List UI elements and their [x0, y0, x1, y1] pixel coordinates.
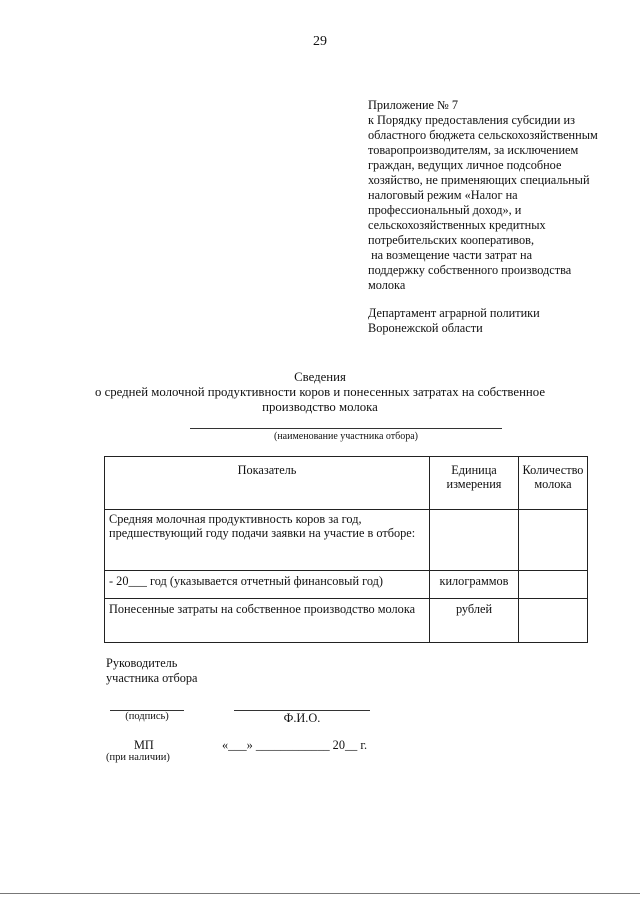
head-title	[106, 656, 197, 686]
signature-caption: (подпись)	[125, 711, 169, 722]
table-row	[105, 571, 588, 599]
row-quantity[interactable]	[519, 571, 588, 599]
appendix-line: товаропроизводителям, за исключением	[368, 143, 579, 157]
participant-name-line[interactable]	[190, 428, 502, 429]
table-row	[105, 599, 588, 643]
row-indicator: - 20___ год (указывается отчетный финансовый год)	[105, 571, 430, 599]
row-unit	[430, 510, 519, 571]
appendix-line: налоговый режим «Налог на	[368, 188, 518, 202]
row-indicator: Средняя молочная продуктивность коров за год, предшествующий году подачи заявки на участие в отборе:	[105, 510, 430, 571]
row-indicator: Понесенные затраты на собственное производство молока	[105, 599, 430, 643]
table-row	[105, 510, 588, 571]
appendix-line: поддержку собственного производства	[368, 263, 572, 277]
appendix-line: Приложение № 7	[368, 98, 459, 112]
header-unit	[430, 457, 519, 510]
appendix-line: хозяйство, не применяющих специальный	[368, 173, 590, 187]
document-subtitle-line: производство молока	[262, 400, 378, 414]
date-day: «___»	[222, 738, 256, 752]
appendix-line: на возмещение части затрат на	[368, 248, 533, 262]
date-field[interactable]	[222, 738, 367, 753]
appendix-block	[368, 98, 628, 293]
header-quantity-line: Количество	[522, 463, 584, 477]
row-quantity[interactable]	[519, 599, 588, 643]
document-title: Сведения	[294, 370, 346, 384]
stamp-label: МП	[134, 738, 154, 752]
row-unit: рублей	[430, 599, 519, 643]
stamp-note: (при наличии)	[106, 752, 170, 763]
appendix-line: областного бюджета сельскохозяйственным	[368, 128, 598, 142]
date-month-year: ____________ 20__ г.	[255, 738, 368, 752]
head-title-line: Руководитель	[106, 656, 178, 670]
appendix-line: молока	[368, 278, 406, 292]
header-unit-line: Единица	[451, 463, 497, 477]
head-title-line: участника отбора	[106, 671, 198, 685]
row-quantity[interactable]	[519, 510, 588, 571]
appendix-line: профессиональный доход», и	[368, 203, 522, 217]
department-name: Департамент аграрной политики	[368, 306, 540, 320]
department-region: Воронежской области	[368, 321, 483, 335]
header-quantity-line: молока	[534, 477, 572, 491]
department-block	[368, 306, 540, 336]
appendix-line: потребительских кооперативов,	[368, 233, 535, 247]
data-table	[104, 456, 588, 643]
header-indicator: Показатель	[105, 457, 430, 510]
document-heading	[0, 370, 640, 415]
header-quantity	[519, 457, 588, 510]
table-header-row	[105, 457, 588, 510]
appendix-line: граждан, ведущих личное подсобное	[368, 158, 562, 172]
page-number: 29	[313, 34, 327, 49]
header-unit-line: измерения	[446, 477, 502, 491]
full-name-caption: Ф.И.О.	[283, 711, 321, 725]
appendix-line: сельскохозяйственных кредитных	[368, 218, 546, 232]
document-subtitle-line: о средней молочной продуктивности коров и понесенных затратах на собственное	[94, 385, 546, 399]
row-unit: килограммов	[430, 571, 519, 599]
appendix-line: к Порядку предоставления субсидии из	[368, 113, 575, 127]
participant-name-caption: (наименование участника отбора)	[274, 431, 418, 442]
page-bottom-rule	[0, 893, 640, 894]
